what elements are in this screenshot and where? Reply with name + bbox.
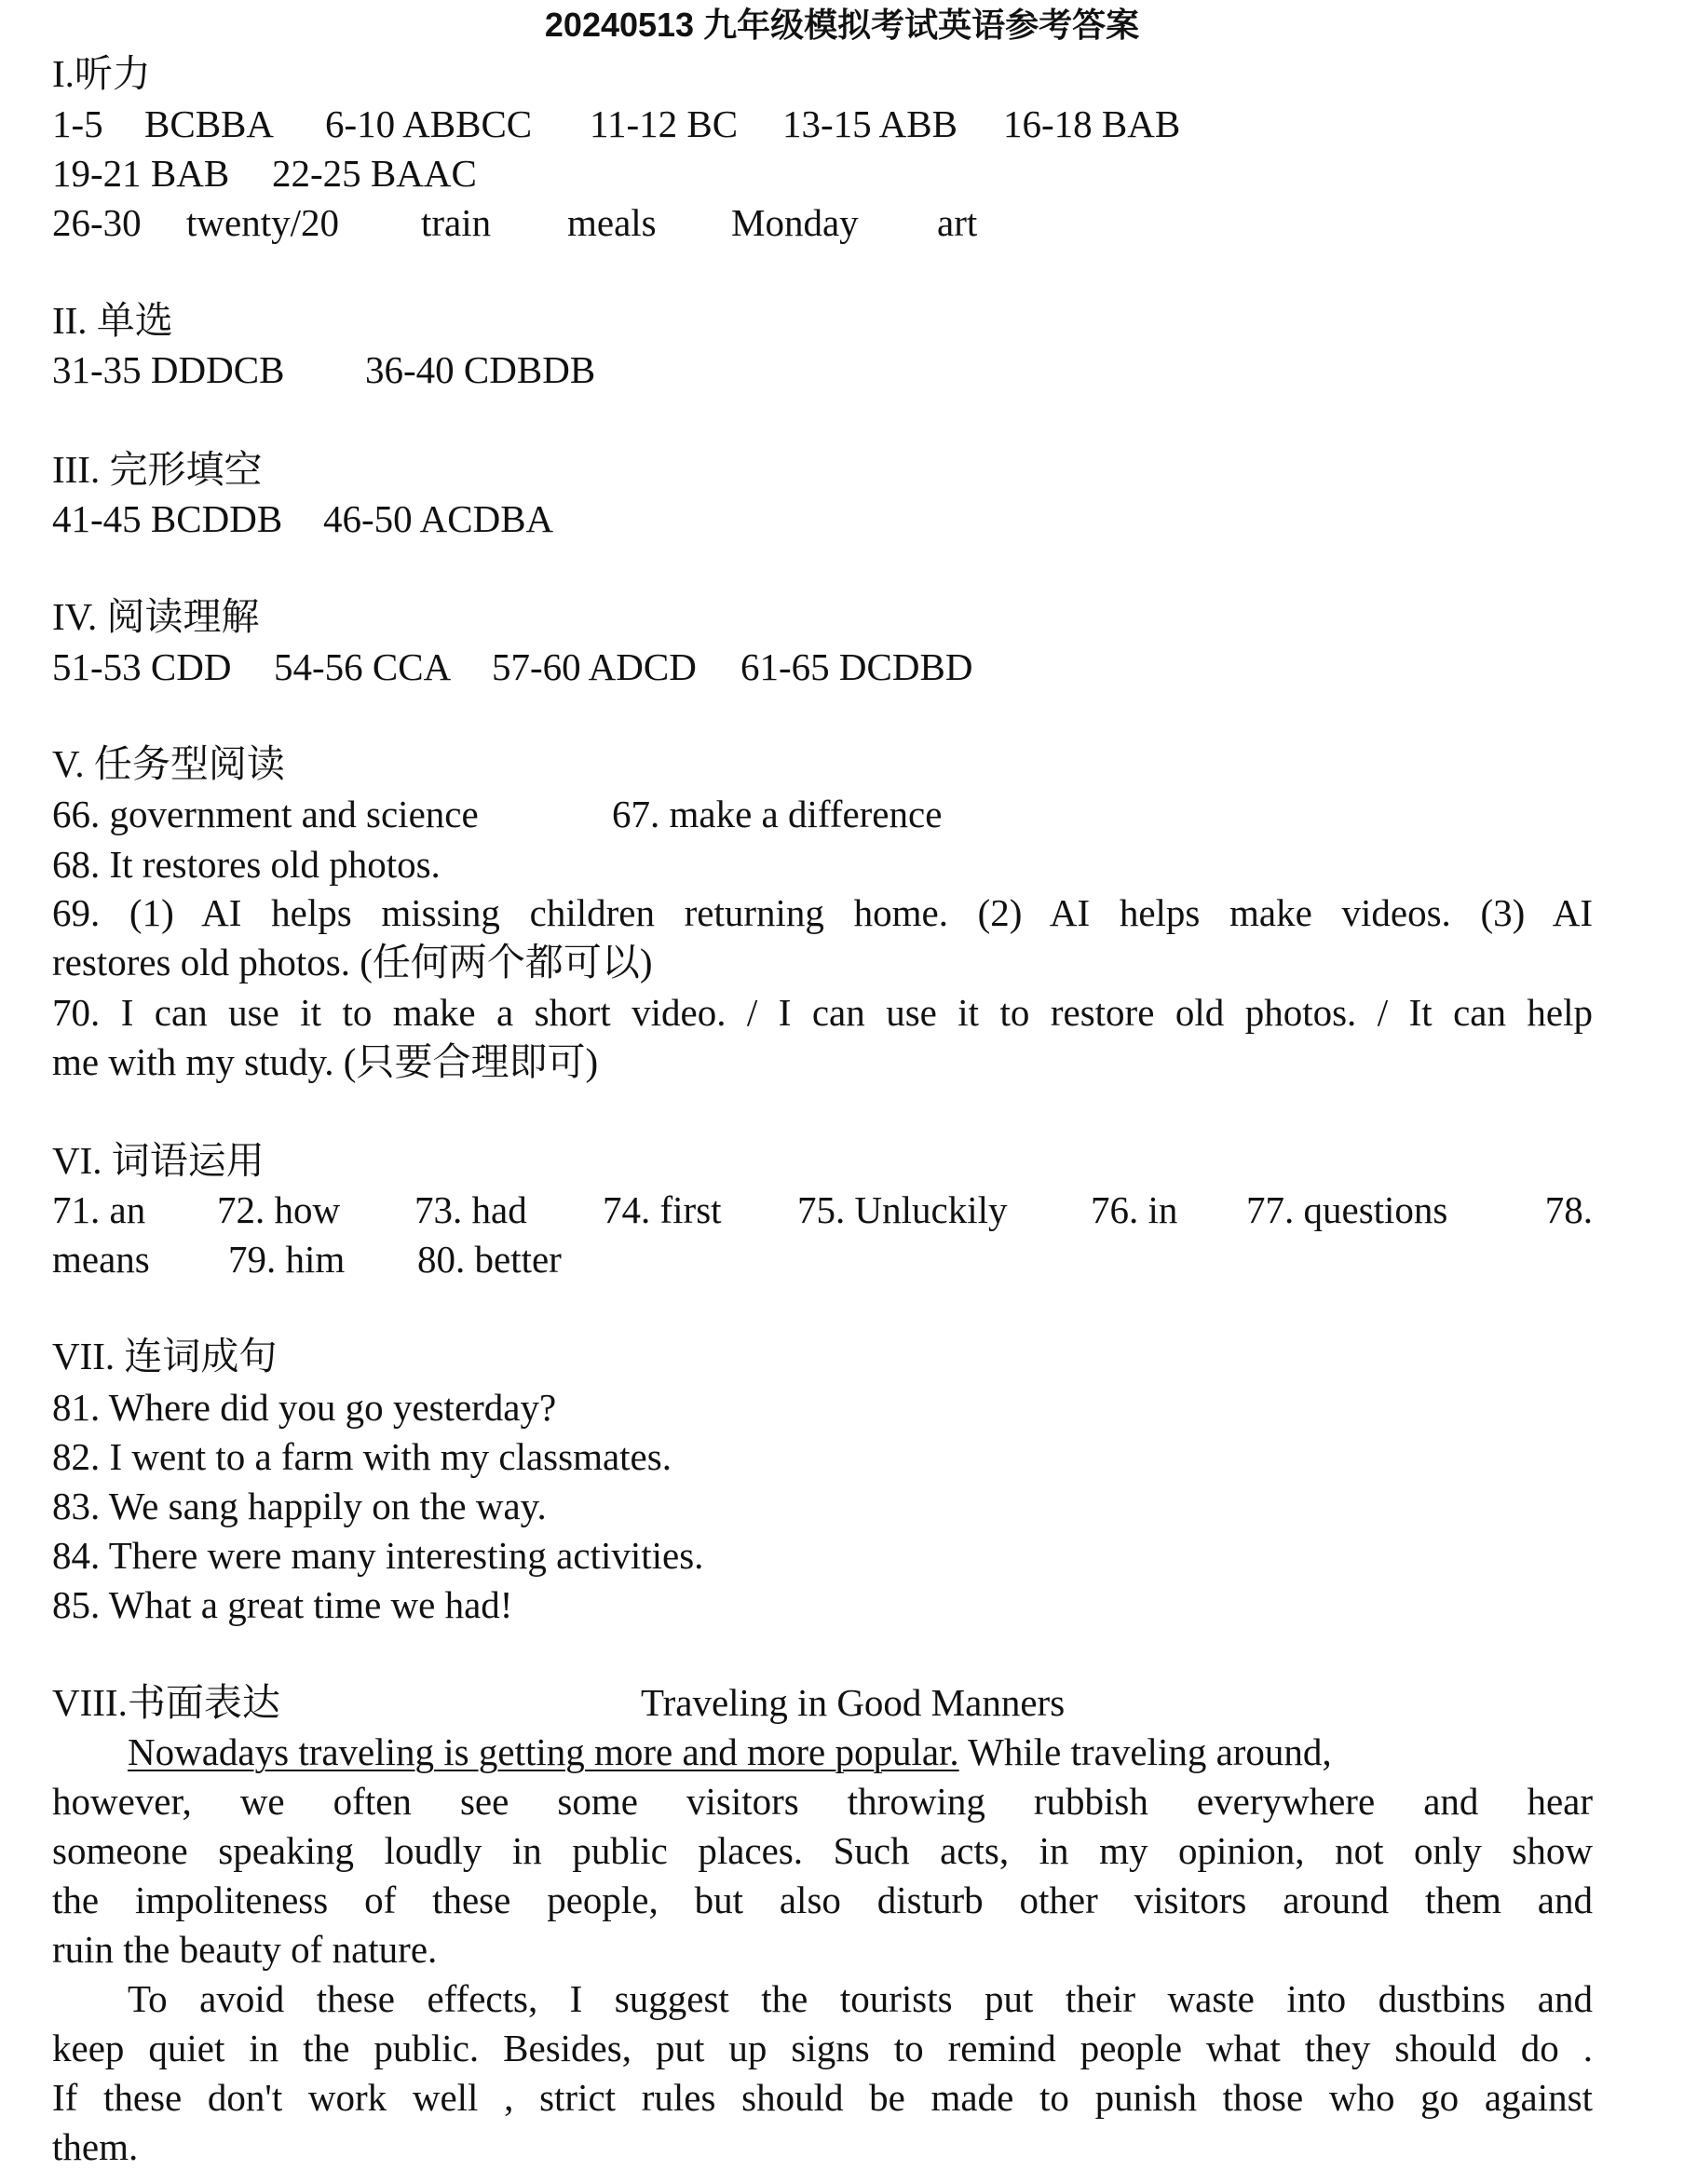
section-heading-word-use: VI. 词语运用 (52, 1139, 265, 1182)
answer: train (421, 201, 492, 244)
answer-85: 85. What a great time we had! (52, 1583, 513, 1626)
essay-line: If these don't work well , strict rules should be made to punish those who go against (52, 2076, 1593, 2119)
essay-text: While traveling around, (958, 1730, 1332, 1773)
section-heading-reading: IV. 阅读理解 (52, 595, 260, 638)
answer-67: 67. make a difference (612, 793, 943, 835)
essay-line (128, 1728, 1593, 1777)
essay-line: the impoliteness of these people, but also disturb other visitors around them and (52, 1879, 1593, 1921)
answer-row (52, 100, 1593, 149)
answer: 78. (1544, 1188, 1593, 1231)
section-heading-listening: I.听力 (52, 52, 151, 95)
answer: 31-35 DDDCB (52, 348, 285, 391)
section-heading-writing: VIII.书面表达 (52, 1681, 280, 1724)
answer-69-line2: restores old photos. (任何两个都可以) (52, 941, 653, 983)
answer: 26-30 (52, 201, 142, 244)
answer: 13-15 ABB (782, 102, 957, 145)
answer: 75. Unluckily (797, 1188, 1008, 1231)
essay-line: ruin the beauty of nature. (52, 1928, 438, 1971)
answer-row (52, 198, 1593, 248)
answer-83: 83. We sang happily on the way. (52, 1485, 547, 1527)
answer-row (52, 1186, 1593, 1235)
essay-line: keep quiet in the public. Besides, put up signs to remind people what they should do . (52, 2027, 1593, 2069)
answer: 76. in (1091, 1188, 1178, 1231)
writing-header (52, 1678, 1593, 1728)
answer-row (52, 790, 1593, 839)
answer: Monday (731, 201, 859, 244)
answer: 71. an (52, 1188, 146, 1231)
answer: 11-12 BC (590, 102, 739, 145)
essay-line: To avoid these effects, I suggest the tourists put their waste into dustbins and (128, 1977, 1593, 2020)
answer-81: 81. Where did you go yesterday? (52, 1386, 557, 1429)
answer-70-line2: me with my study. (只要合理即可) (52, 1040, 599, 1083)
answer: 79. him (228, 1238, 346, 1281)
answer: 19-21 BAB (52, 152, 230, 195)
section-heading-cloze: III. 完形填空 (52, 448, 263, 491)
answer-82: 82. I went to a farm with my classmates. (52, 1435, 672, 1478)
answer: meals (567, 201, 657, 244)
answer: 1-5 (52, 102, 103, 145)
answer: 72. how (217, 1188, 341, 1231)
answer-row (52, 346, 1593, 395)
answer: 6-10 ABBCC (325, 102, 533, 145)
answer-69-line1: 69. (1) AI helps missing children returning home. (2) AI helps make videos. (3) AI (52, 891, 1593, 934)
answer: means (52, 1238, 150, 1281)
answer: twenty/20 (186, 201, 339, 244)
answer-68: 68. It restores old photos. (52, 843, 441, 886)
section-heading-task-reading: V. 任务型阅读 (52, 742, 285, 785)
answer: 46-50 ACDBA (323, 497, 554, 540)
answer: BCBBA (144, 102, 274, 145)
essay-topic-sentence: Nowadays traveling is getting more and more popular. (128, 1730, 959, 1773)
answer: 73. had (414, 1188, 527, 1231)
answer: 57-60 ADCD (492, 645, 697, 688)
answer: 74. first (603, 1188, 722, 1231)
answer: 22-25 BAAC (272, 152, 477, 195)
answer-84: 84. There were many interesting activities. (52, 1534, 704, 1577)
answer: 36-40 CDBDB (365, 348, 596, 391)
essay-title: Traveling in Good Manners (641, 1681, 1066, 1724)
answer: 61-65 DCDBD (740, 645, 973, 688)
answer: 41-45 BCDDB (52, 497, 283, 540)
answer-70-line1: 70. I can use it to make a short video. / I can use it to restore old photos. / It can help (52, 991, 1593, 1034)
essay-line: however, we often see some visitors throwing rubbish everywhere and hear (52, 1780, 1593, 1823)
answer: 54-56 CCA (274, 645, 452, 688)
answer-row (52, 643, 1593, 692)
answer: 77. questions (1246, 1188, 1448, 1231)
answer: art (937, 201, 978, 244)
answer-row (52, 149, 1593, 198)
answer: 80. better (417, 1238, 562, 1281)
answer-row (52, 1235, 1593, 1284)
answer-row (52, 495, 1593, 544)
essay-line: someone speaking loudly in public places. Such acts, in my opinion, not only show (52, 1829, 1593, 1872)
section-heading-single-choice: II. 单选 (52, 299, 173, 342)
answer: 51-53 CDD (52, 645, 232, 688)
answer: 16-18 BAB (1003, 102, 1181, 145)
essay-line: them. (52, 2125, 139, 2168)
section-heading-sentences: VII. 连词成句 (52, 1335, 278, 1377)
answer-66: 66. government and science (52, 793, 479, 835)
page-title: 20240513 九年级模拟考试英语参考答案 (544, 6, 1140, 44)
